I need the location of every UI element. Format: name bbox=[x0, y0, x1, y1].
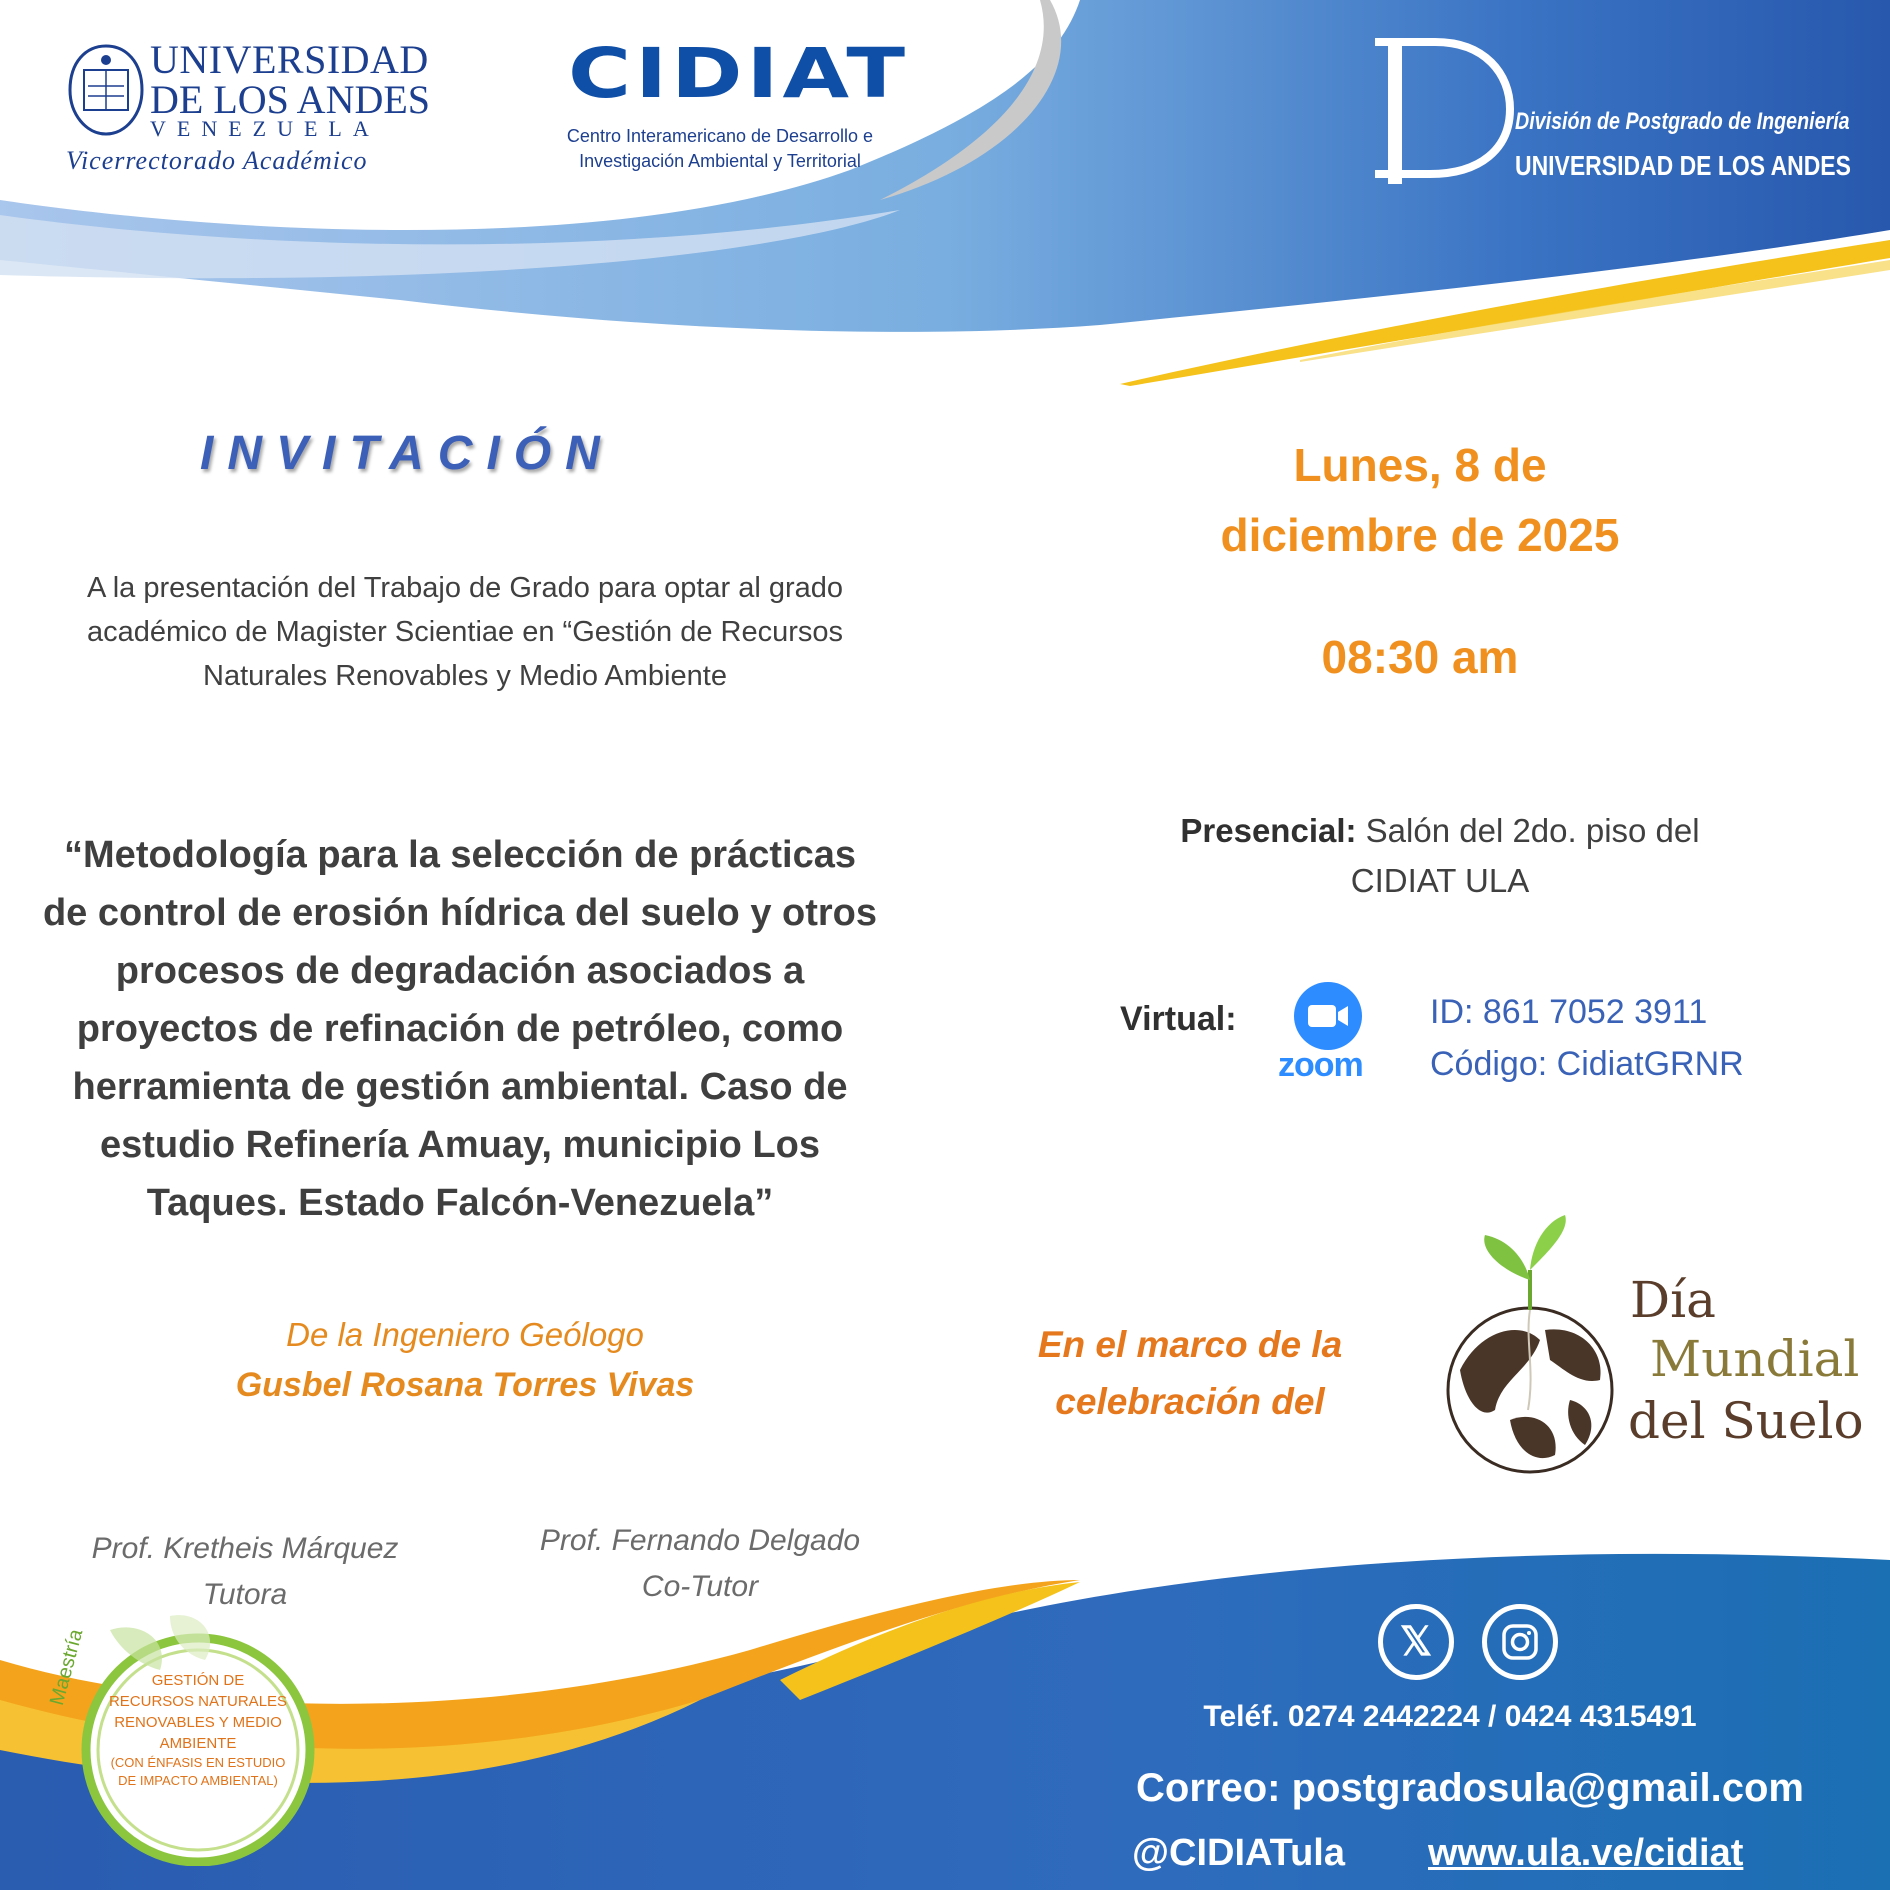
zoom-credentials bbox=[1430, 986, 1744, 1090]
contact-phone: Teléf. 0274 2442224 / 0424 4315491 bbox=[1203, 1700, 1697, 1733]
tutor-role: Tutora bbox=[202, 1578, 288, 1611]
event-date-line2: diciembre de 2025 bbox=[1220, 509, 1620, 561]
event-time: 08:30 am bbox=[1321, 631, 1519, 683]
dia-line3: del Suelo bbox=[1628, 1392, 1864, 1450]
presencial-place-line2: CIDIAT ULA bbox=[1350, 862, 1530, 899]
cotutor bbox=[510, 1518, 890, 1610]
ula-name-line2: DE LOS ANDES bbox=[150, 77, 431, 122]
instagram-icon[interactable] bbox=[1482, 1604, 1558, 1680]
event-date-line1: Lunes, 8 de bbox=[1293, 439, 1547, 491]
presencial-info bbox=[1120, 806, 1760, 906]
x-twitter-icon[interactable]: 𝕏 bbox=[1378, 1604, 1454, 1680]
cidiat-logo: CIDIAT bbox=[568, 34, 910, 114]
dia-line2: Mundial bbox=[1650, 1330, 1860, 1388]
invitation-intro: A la presentación del Trabajo de Grado para optar al grado académico de Magister Scientiae en “Gestión de Recursos Naturales Renovables y Medio Ambiente bbox=[86, 572, 844, 692]
ula-seal-icon bbox=[66, 42, 146, 138]
celebration-line2: celebración del bbox=[1055, 1381, 1325, 1422]
tutor-name: Prof. Kretheis Márquez bbox=[91, 1532, 399, 1565]
postgrado-logo-icon bbox=[1375, 34, 1515, 194]
soil-globe-icon bbox=[1440, 1210, 1620, 1490]
celebration-note bbox=[990, 1316, 1390, 1430]
presencial-place-line1: Salón del 2do. piso del bbox=[1365, 812, 1700, 849]
ula-country: VENEZUELA bbox=[150, 116, 380, 141]
virtual-label: Virtual: bbox=[1120, 1000, 1237, 1038]
badge-program: GESTIÓN DE RECURSOS NATURALES RENOVABLES Y MEDIO AMBIENTE bbox=[108, 1672, 288, 1752]
postgrado-division: División de Postgrado de Ingeniería bbox=[1515, 108, 1850, 135]
badge-text bbox=[108, 1670, 288, 1790]
event-date bbox=[1140, 430, 1700, 570]
instagram-glyph-icon bbox=[1500, 1622, 1540, 1662]
zoom-passcode: Código: CidiatGRNR bbox=[1430, 1045, 1744, 1083]
postgrado-university: UNIVERSIDAD DE LOS ANDES bbox=[1515, 150, 1851, 181]
social-handle[interactable]: @CIDIATula bbox=[1132, 1832, 1345, 1874]
celebration-line1: En el marco de la bbox=[1037, 1324, 1343, 1365]
zoom-meeting-id: ID: 861 7052 3911 bbox=[1430, 993, 1708, 1031]
tutor bbox=[60, 1526, 430, 1618]
thesis-title: “Metodología para la selección de prácticas de control de erosión hídrica del suelo y otros procesos de degradación asociados a proyectos de refinación de petróleo, como herramienta de gestión ambiental. Caso de estudio Refinería Amuay, municipio Los Taques. Estado Falcón-Venezuela” bbox=[42, 834, 878, 1224]
zoom-wordmark: zoom bbox=[1278, 1046, 1363, 1084]
cotutor-name: Prof. Fernando Delgado bbox=[539, 1524, 861, 1557]
cotutor-role: Co-Tutor bbox=[641, 1570, 759, 1603]
invitation-heading: INVITACIÓN bbox=[200, 427, 614, 480]
ula-name-line1: UNIVERSIDAD bbox=[150, 37, 429, 82]
cidiat-subtitle: Centro Interamericano de Desarrollo e Investigación Ambiental y Territorial bbox=[566, 126, 874, 171]
badge-maestria: Maestría bbox=[46, 1626, 88, 1708]
presencial-label: Presencial: bbox=[1180, 812, 1357, 849]
ula-vicerrectorado: Vicerrectorado Académico bbox=[66, 146, 368, 175]
author-name: Gusbel Rosana Torres Vivas bbox=[235, 1366, 695, 1404]
dia-line1: Día bbox=[1630, 1271, 1716, 1329]
contact-email[interactable]: Correo: postgradosula@gmail.com bbox=[1136, 1766, 1804, 1810]
zoom-icon bbox=[1290, 982, 1366, 1050]
website-link[interactable]: www.ula.ve/cidiat bbox=[1428, 1832, 1744, 1874]
author-prefix: De la Ingeniero Geólogo bbox=[286, 1316, 644, 1353]
badge-emphasis: (CON ÉNFASIS EN ESTUDIO DE IMPACTO AMBIENTAL) bbox=[110, 1755, 286, 1788]
